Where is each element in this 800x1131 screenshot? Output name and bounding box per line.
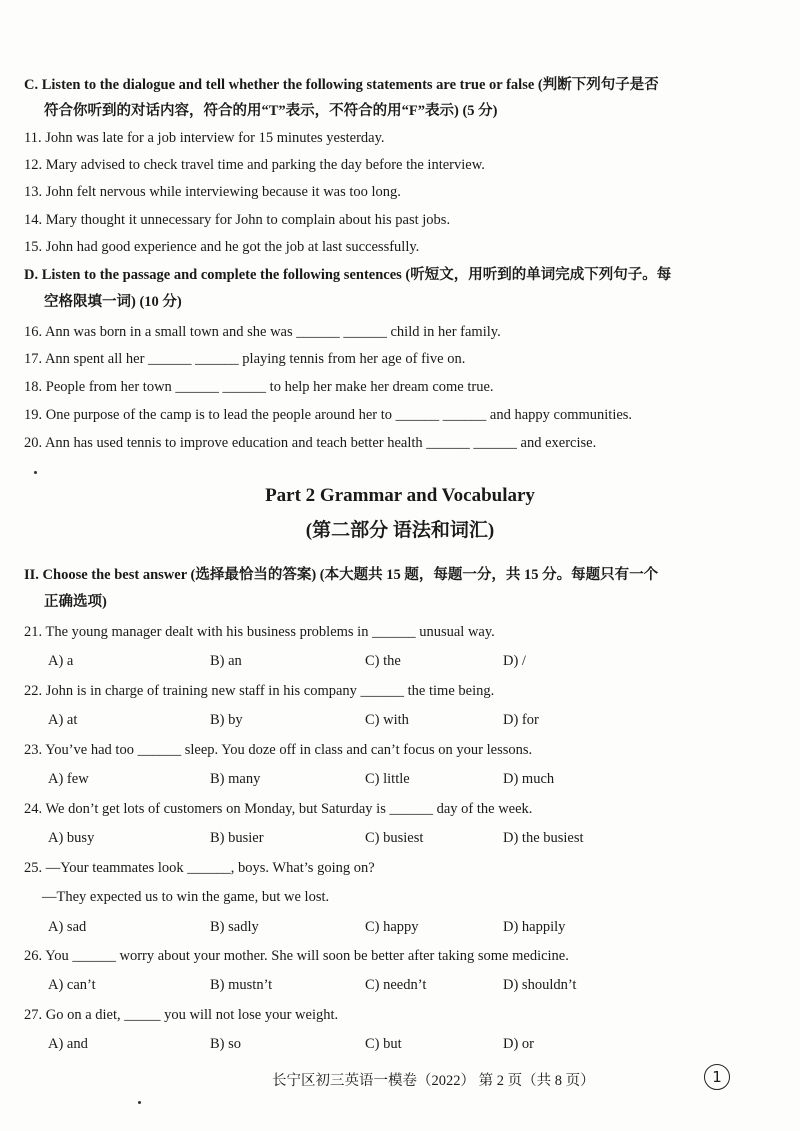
question-24-option-d: D) the busiest xyxy=(503,830,584,846)
question-27-option-c: C) but xyxy=(365,1036,402,1052)
part-2-title: Part 2 Grammar and Vocabulary xyxy=(265,485,535,506)
question-22-option-b: B) by xyxy=(210,712,243,728)
question-21-option-a: A) a xyxy=(48,653,74,669)
section-ii-heading-line2: 正确选项) xyxy=(44,594,107,610)
question-23-option-b: B) many xyxy=(210,771,261,787)
question-25-stem: 25. —Your teammates look ______, boys. What’s going on? xyxy=(24,860,375,876)
question-23-option-a: A) few xyxy=(48,771,89,787)
question-22-option-d: D) for xyxy=(503,712,539,728)
section-d-heading-line2: 空格限填一词) (10 分) xyxy=(44,294,182,310)
question-21-option-c: C) the xyxy=(365,653,401,669)
statement-13: 13. John felt nervous while interviewing because it was too long. xyxy=(24,184,401,200)
question-27-stem: 27. Go on a diet, _____ you will not lose your weight. xyxy=(24,1007,339,1023)
question-26-option-b: B) mustn’t xyxy=(210,977,273,993)
question-26-option-a: A) can’t xyxy=(48,977,96,993)
section-c-heading-line1: C. Listen to the dialogue and tell whether the following statements are true or false (判断下列句子是否 xyxy=(24,77,659,93)
question-25-option-c: C) happy xyxy=(365,919,419,935)
question-24-option-c: C) busiest xyxy=(365,830,424,846)
section-c-heading-line2: 符合你听到的对话内容，符合的用“T”表示，不符合的用“F”表示) (5 分) xyxy=(44,103,498,119)
statement-14: 14. Mary thought it unnecessary for John to complain about his past jobs. xyxy=(24,212,451,228)
question-27-option-d: D) or xyxy=(503,1036,535,1052)
sentence-18: 18. People from her town ______ ______ to help her make her dream come true. xyxy=(24,379,494,395)
question-25-option-b: B) sadly xyxy=(210,919,259,935)
question-26-option-d: D) shouldn’t xyxy=(503,977,577,993)
question-21-option-d: D) / xyxy=(503,653,526,669)
statement-15: 15. John had good experience and he got the job at last successfully. xyxy=(24,239,420,255)
page-footer: 长宁区初三英语一模卷（2022） 第 2 页（共 8 页） xyxy=(272,1073,595,1089)
question-23-option-c: C) little xyxy=(365,771,410,787)
scan-speck xyxy=(138,1101,141,1104)
question-21-option-b: B) an xyxy=(210,653,242,669)
page-circle-number: 1 xyxy=(704,1064,730,1090)
sentence-20: 20. Ann has used tennis to improve education and teach better health ______ ______ and exercise. xyxy=(24,435,597,451)
part-2-subtitle: (第二部分 语法和词汇) xyxy=(305,520,495,541)
question-26-stem: 26. You ______ worry about your mother. She will soon be better after taking some medicine. xyxy=(24,948,569,964)
question-25-reply: —They expected us to win the game, but we lost. xyxy=(42,889,330,905)
statement-12: 12. Mary advised to check travel time and parking the day before the interview. xyxy=(24,157,485,173)
question-24-option-a: A) busy xyxy=(48,830,95,846)
sentence-17: 17. Ann spent all her ______ ______ playing tennis from her age of five on. xyxy=(24,351,466,367)
question-27-option-b: B) so xyxy=(210,1036,242,1052)
question-22-stem: 22. John is in charge of training new staff in his company ______ the time being. xyxy=(24,683,495,699)
question-25-option-a: A) sad xyxy=(48,919,87,935)
question-22-option-c: C) with xyxy=(365,712,409,728)
question-21-stem: 21. The young manager dealt with his business problems in ______ unusual way. xyxy=(24,624,495,640)
scan-speck xyxy=(34,471,37,474)
sentence-19: 19. One purpose of the camp is to lead the people around her to ______ ______ and happy communities. xyxy=(24,407,633,423)
question-26-option-c: C) needn’t xyxy=(365,977,427,993)
question-24-stem: 24. We don’t get lots of customers on Monday, but Saturday is ______ day of the week. xyxy=(24,801,533,817)
statement-11: 11. John was late for a job interview for 15 minutes yesterday. xyxy=(24,130,385,146)
question-25-option-d: D) happily xyxy=(503,919,566,935)
section-ii-heading-line1: II. Choose the best answer (选择最恰当的答案) (本大题共 15 题，每题一分，共 15 分。每题只有一个 xyxy=(24,567,659,583)
question-22-option-a: A) at xyxy=(48,712,78,728)
question-24-option-b: B) busier xyxy=(210,830,264,846)
question-23-option-d: D) much xyxy=(503,771,555,787)
sentence-16: 16. Ann was born in a small town and she was ______ ______ child in her family. xyxy=(24,324,501,340)
section-d-heading-line1: D. Listen to the passage and complete the following sentences (听短文，用听到的单词完成下列句子。每 xyxy=(24,267,672,283)
question-27-option-a: A) and xyxy=(48,1036,88,1052)
question-23-stem: 23. You’ve had too ______ sleep. You doze off in class and can’t focus on your lessons. xyxy=(24,742,533,758)
